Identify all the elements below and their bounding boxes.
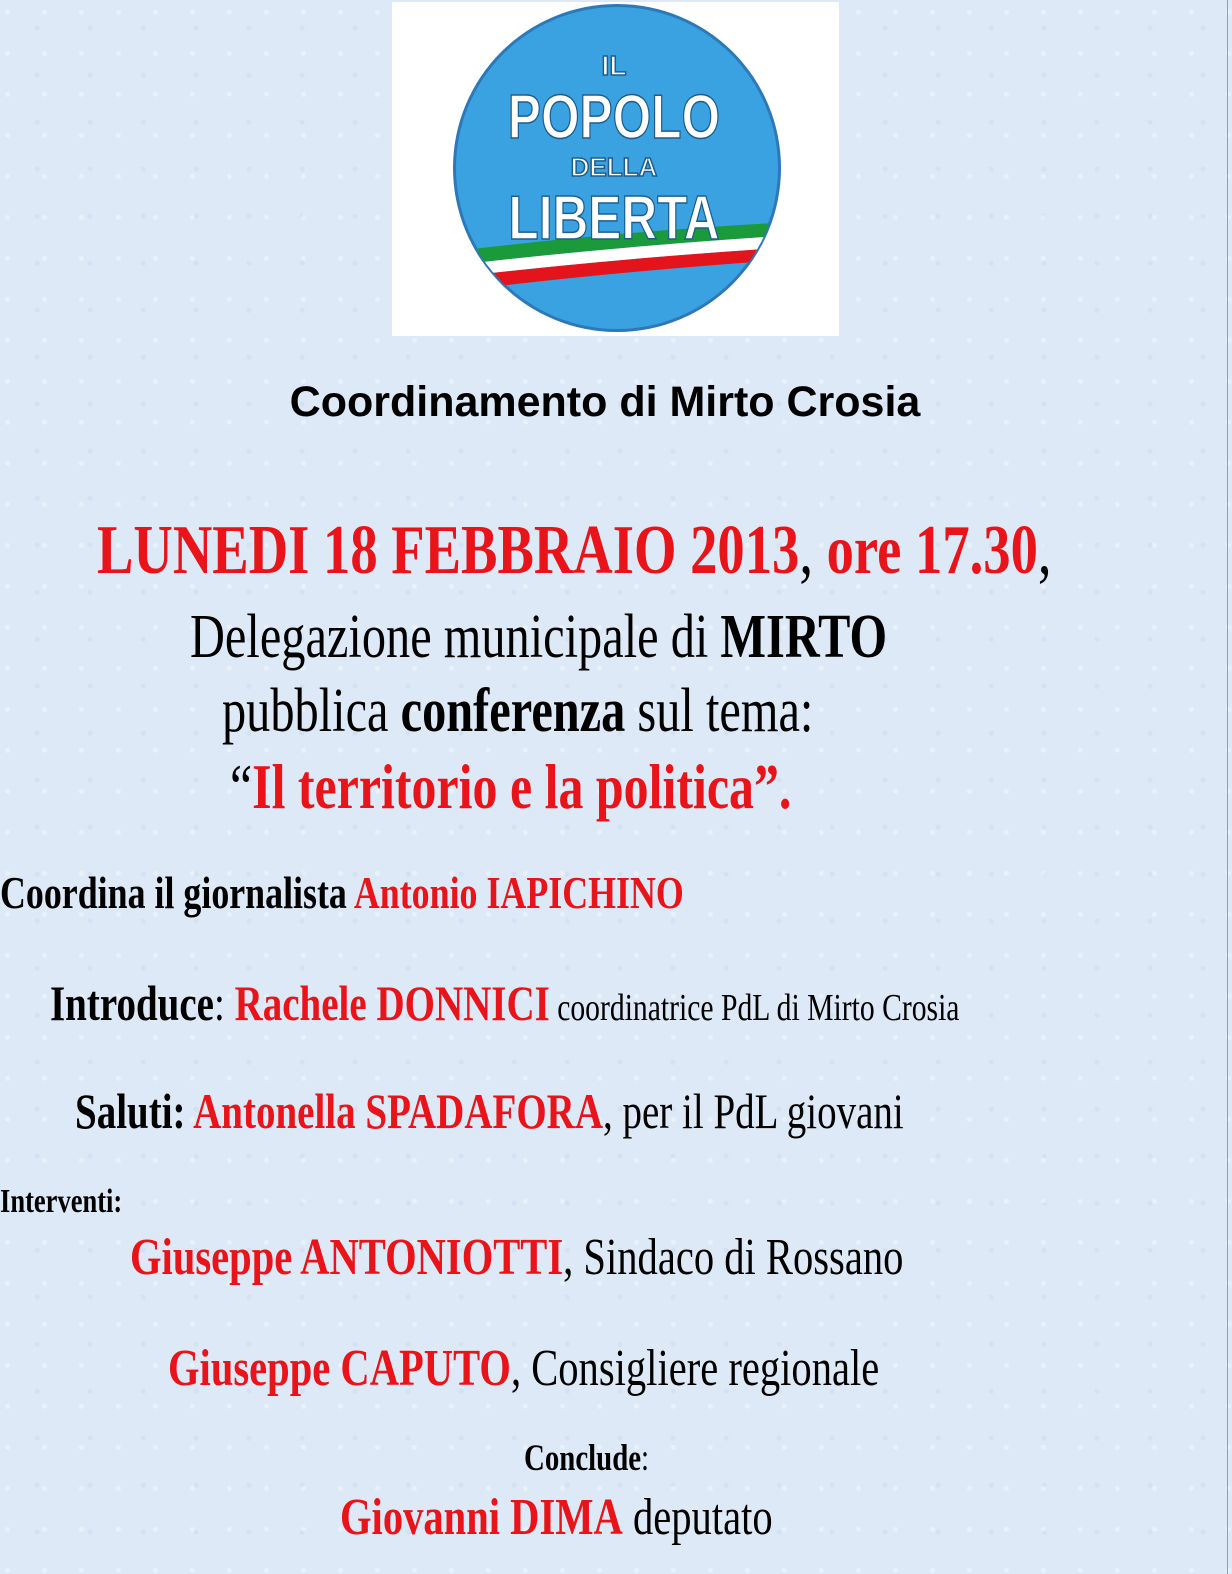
separator: : <box>213 975 235 1031</box>
coordination-title: Coordinamento di Mirto Crosia <box>289 378 921 426</box>
conf-word: conferenza <box>400 677 626 745</box>
conclude-label-line <box>524 1440 649 1477</box>
conclude-label: Conclude <box>524 1438 642 1479</box>
interventi-label: Interventi: <box>0 1183 123 1220</box>
conf-prefix: pubblica <box>222 677 401 745</box>
logo-line-della: DELLA <box>570 152 658 182</box>
page-edge-line <box>1227 0 1228 1574</box>
separator: : <box>641 1438 650 1479</box>
event-topic: Il territorio e la politica”. <box>252 751 792 822</box>
saluti-line <box>75 1083 904 1139</box>
coordina-label: Coordina il giornalista <box>0 867 354 918</box>
event-time: ore 17.30 <box>826 512 1038 589</box>
saluti-name: Antonella SPADAFORA <box>193 1083 603 1139</box>
saluti-label: Saluti: <box>75 1083 194 1139</box>
coordina-line <box>0 867 684 918</box>
pdl-logo <box>392 2 839 336</box>
separator: , <box>799 512 827 589</box>
separator: , <box>1037 512 1052 589</box>
introduce-label: Introduce <box>50 975 214 1031</box>
speaker-name: Giuseppe CAPUTO <box>168 1340 511 1397</box>
place-prefix: Delegazione municipale di <box>190 603 721 671</box>
conf-suffix: sul tema: <box>625 677 814 745</box>
logo-line-liberta: LIBERTA <box>508 182 720 253</box>
introduce-role: coordinatrice PdL di Mirto Crosia <box>549 987 960 1029</box>
event-place: MIRTO <box>720 603 888 671</box>
quote-open: “ <box>230 751 253 822</box>
conclude-line <box>340 1489 773 1546</box>
conclude-name: Giovanni DIMA <box>340 1489 623 1546</box>
saluti-role: , per il PdL giovani <box>602 1083 904 1139</box>
introduce-name: Rachele DONNICI <box>234 975 550 1031</box>
speaker-role: , Sindaco di Rossano <box>563 1229 904 1286</box>
event-place-line <box>190 603 888 671</box>
logo-line-il: IL <box>601 50 627 81</box>
speaker-role: , Consigliere regionale <box>510 1340 880 1397</box>
coordina-name: Antonio IAPICHINO <box>353 867 684 918</box>
topic-line <box>230 751 792 822</box>
speaker-item <box>130 1229 904 1286</box>
speaker-item <box>168 1340 880 1397</box>
event-date: LUNEDI 18 FEBBRAIO 2013 <box>97 512 800 589</box>
event-date-line <box>97 512 1052 589</box>
speaker-name: Giuseppe ANTONIOTTI <box>130 1229 564 1286</box>
conference-line <box>222 677 814 745</box>
introduce-line <box>50 975 960 1031</box>
logo-line-popolo: POPOLO <box>507 81 721 152</box>
conclude-role: deputato <box>622 1489 773 1546</box>
